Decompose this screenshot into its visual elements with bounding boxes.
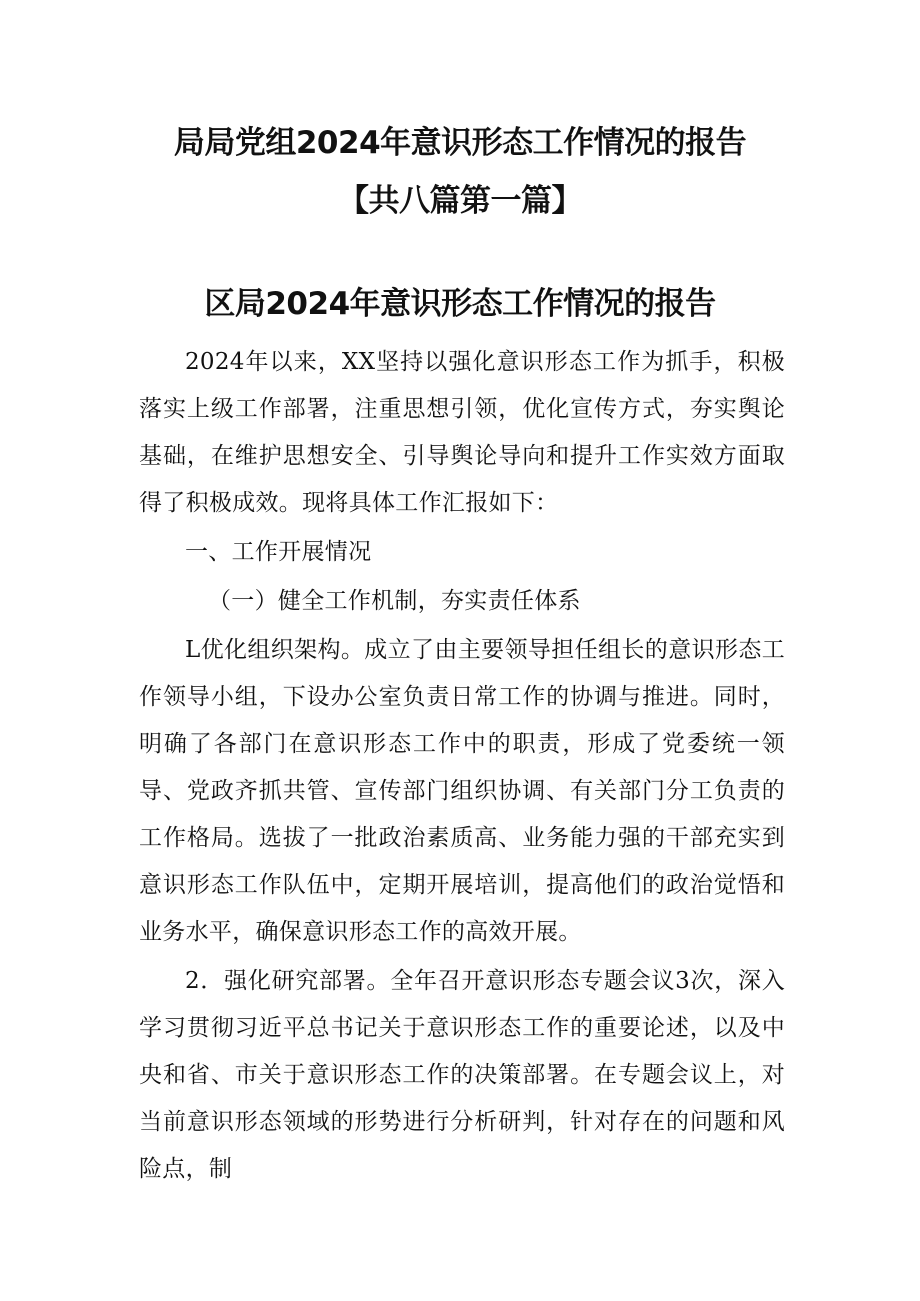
document-title: 局局党组2024年意识形态工作情况的报告 xyxy=(173,125,747,161)
heading-work-progress: 一、工作开展情况 xyxy=(185,539,372,565)
intro-paragraph: 2024年以来，XX坚持以强化意识形态工作为抓手，积极落实上级工作部署，注重思想引领，优化宣传方式，夯实舆论基础，在维护思想安全、引导舆论导向和提升工作实效方面取得了积极成效。现将具体工作汇报如下： xyxy=(139,349,785,516)
document-subtitle: 【共八篇第一篇】 xyxy=(338,183,582,219)
section-title: 区局2024年意识形态工作情况的报告 xyxy=(204,286,716,322)
subheading-mechanism: （一）健全工作机制，夯实责任体系 xyxy=(208,588,581,614)
item-paragraph-2: 2．强化研究部署。全年召开意识形态专题会议3次，深入学习贯彻习近平总书记关于意识形态工作的重要论述，以及中央和省、市关于意识形态工作的决策部署。在专题会议上，对当前意识形态领域的形势进行分析研判，针对存在的问题和风险点，制 xyxy=(139,968,785,1182)
document-body xyxy=(139,339,785,1195)
item-paragraph-1: L优化组织架构。成立了由主要领导担任组长的意识形态工作领导小组，下设办公室负责日常工作的协调与推进。同时，明确了各部门在意识形态工作中的职责，形成了党委统一领导、党政齐抓共管、宣传部门组织协调、有关部门分工负责的工作格局。选拔了一批政治素质高、业务能力强的干部充实到意识形态工作队伍中，定期开展培训，提高他们的政治觉悟和业务水平，确保意识形态工作的高效开展。 xyxy=(139,637,785,945)
